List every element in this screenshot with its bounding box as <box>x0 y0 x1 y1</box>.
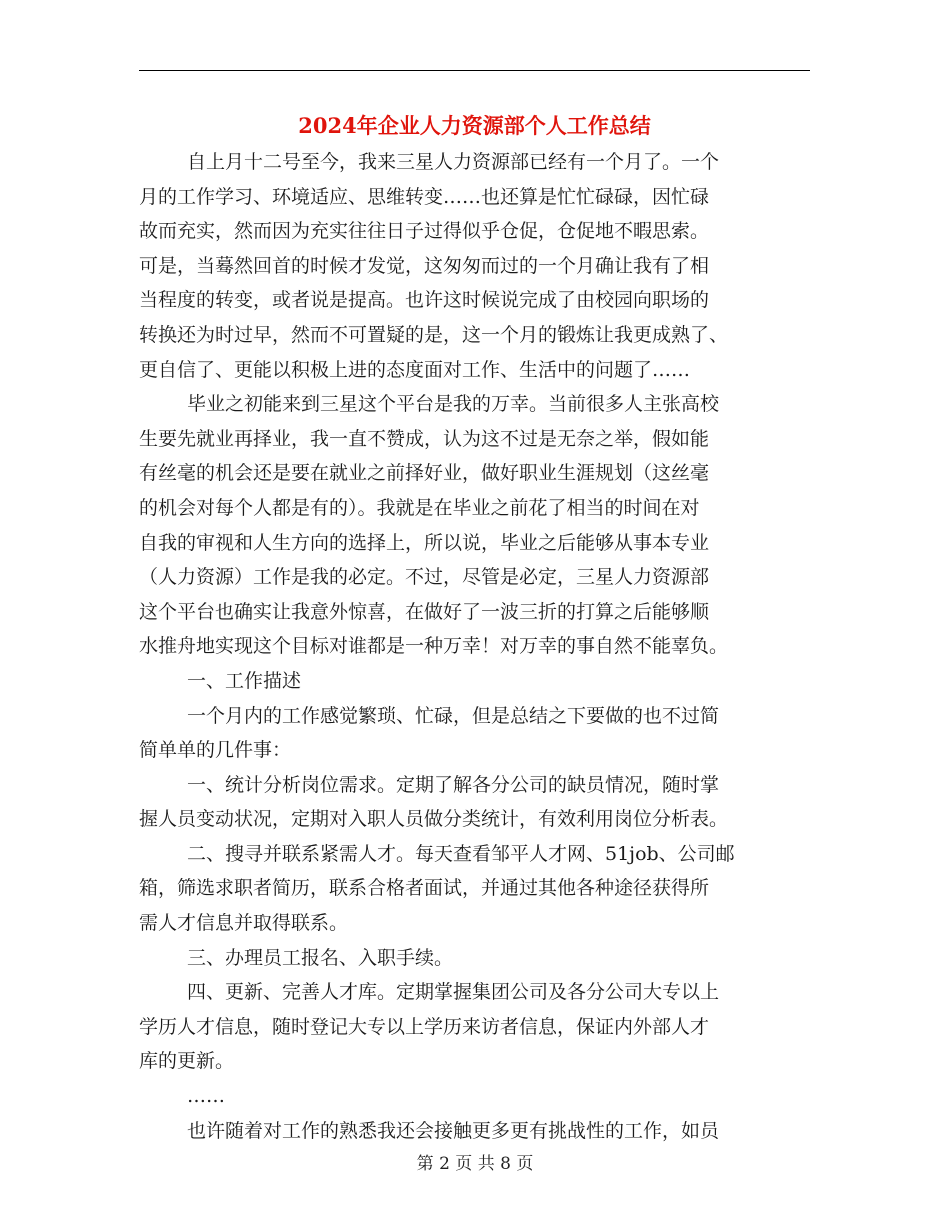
text-line: 的机会对每个人都是有的）。我就是在毕业之前花了相当的时间在对 <box>139 496 700 519</box>
header-rule <box>139 70 810 71</box>
text-line: 有丝毫的机会还是要在就业之前择好业，做好职业生涯规划（这丝毫 <box>139 462 710 485</box>
document-body <box>139 145 810 1148</box>
text-line: 握人员变动状况，定期对入职人员做分类统计，有效利用岗位分析表。 <box>139 808 729 831</box>
text-line: 自上月十二号至今，我来三星人力资源部已经有一个月了。一个 <box>187 151 720 173</box>
text-line: 可是，当蓦然回首的时候才发觉，这匆匆而过的一个月确让我有了相 <box>139 254 710 277</box>
text-line: 毕业之初能来到三星这个平台是我的万幸。当前很多人主张高校 <box>187 393 720 416</box>
text-line: 月的工作学习、环境适应、思维转变……也还算是忙忙碌碌，因忙碌 <box>139 185 710 208</box>
text-line: …… <box>187 1085 225 1108</box>
text-line: （人力资源）工作是我的必定。不过，尽管是必定，三星人力资源部 <box>139 566 710 589</box>
text-line: 自我的审视和人生方向的选择上，所以说，毕业之后能够从事本专业 <box>139 531 710 554</box>
text-line: 需人才信息并取得联系。 <box>139 912 349 935</box>
text-line: 生要先就业再择业，我一直不赞成，认为这不过是无奈之举，假如能 <box>139 427 710 450</box>
text-line: 箱，筛选求职者简历，联系合格者面试，并通过其他各种途径获得所 <box>139 877 710 900</box>
document-title: 2024年企业人力资源部个人工作总结 <box>298 113 651 138</box>
text-line: 四、更新、完善人才库。定期掌握集团公司及各分公司大专以上 <box>187 981 720 1004</box>
text-line: 当程度的转变，或者说是提高。也许这时候说完成了由校园向职场的 <box>139 289 710 312</box>
text-line: 三、办理员工报名、入职手续。 <box>187 946 454 969</box>
text-line: 一、统计分析岗位需求。定期了解各分公司的缺员情况，随时掌 <box>187 773 720 796</box>
text-line: 也许随着对工作的熟悉我还会接触更多更有挑战性的工作，如员 <box>187 1119 720 1142</box>
text-line: 二、搜寻并联系紧需人才。每天查看邹平人才网、51job、公司邮 <box>187 842 735 865</box>
text-line: 水推舟地实现这个目标对谁都是一种万幸！对万幸的事自然不能辜负。 <box>139 635 729 658</box>
text-line: 一个月内的工作感觉繁琐、忙碌，但是总结之下要做的也不过简 <box>187 704 720 727</box>
text-line: 故而充实，然而因为充实往往日子过得似乎仓促，仓促地不暇思索。 <box>139 220 710 243</box>
page-footer: 第 2 页 共 8 页 <box>416 1154 534 1174</box>
text-line: 更自信了、更能以积极上进的态度面对工作、生活中的问题了…… <box>139 358 691 381</box>
text-line: 转换还为时过早，然而不可置疑的是，这一个月的锻炼让我更成熟了、 <box>139 323 729 346</box>
text-line: 简单单的几件事： <box>139 739 292 762</box>
text-line: 这个平台也确实让我意外惊喜，在做好了一波三折的打算之后能够顺 <box>139 600 710 623</box>
text-line: 学历人才信息，随时登记大专以上学历来访者信息，保证内外部人才 <box>139 1015 710 1038</box>
text-line: 库的更新。 <box>139 1050 235 1073</box>
text-line: 一、工作描述 <box>187 669 302 692</box>
